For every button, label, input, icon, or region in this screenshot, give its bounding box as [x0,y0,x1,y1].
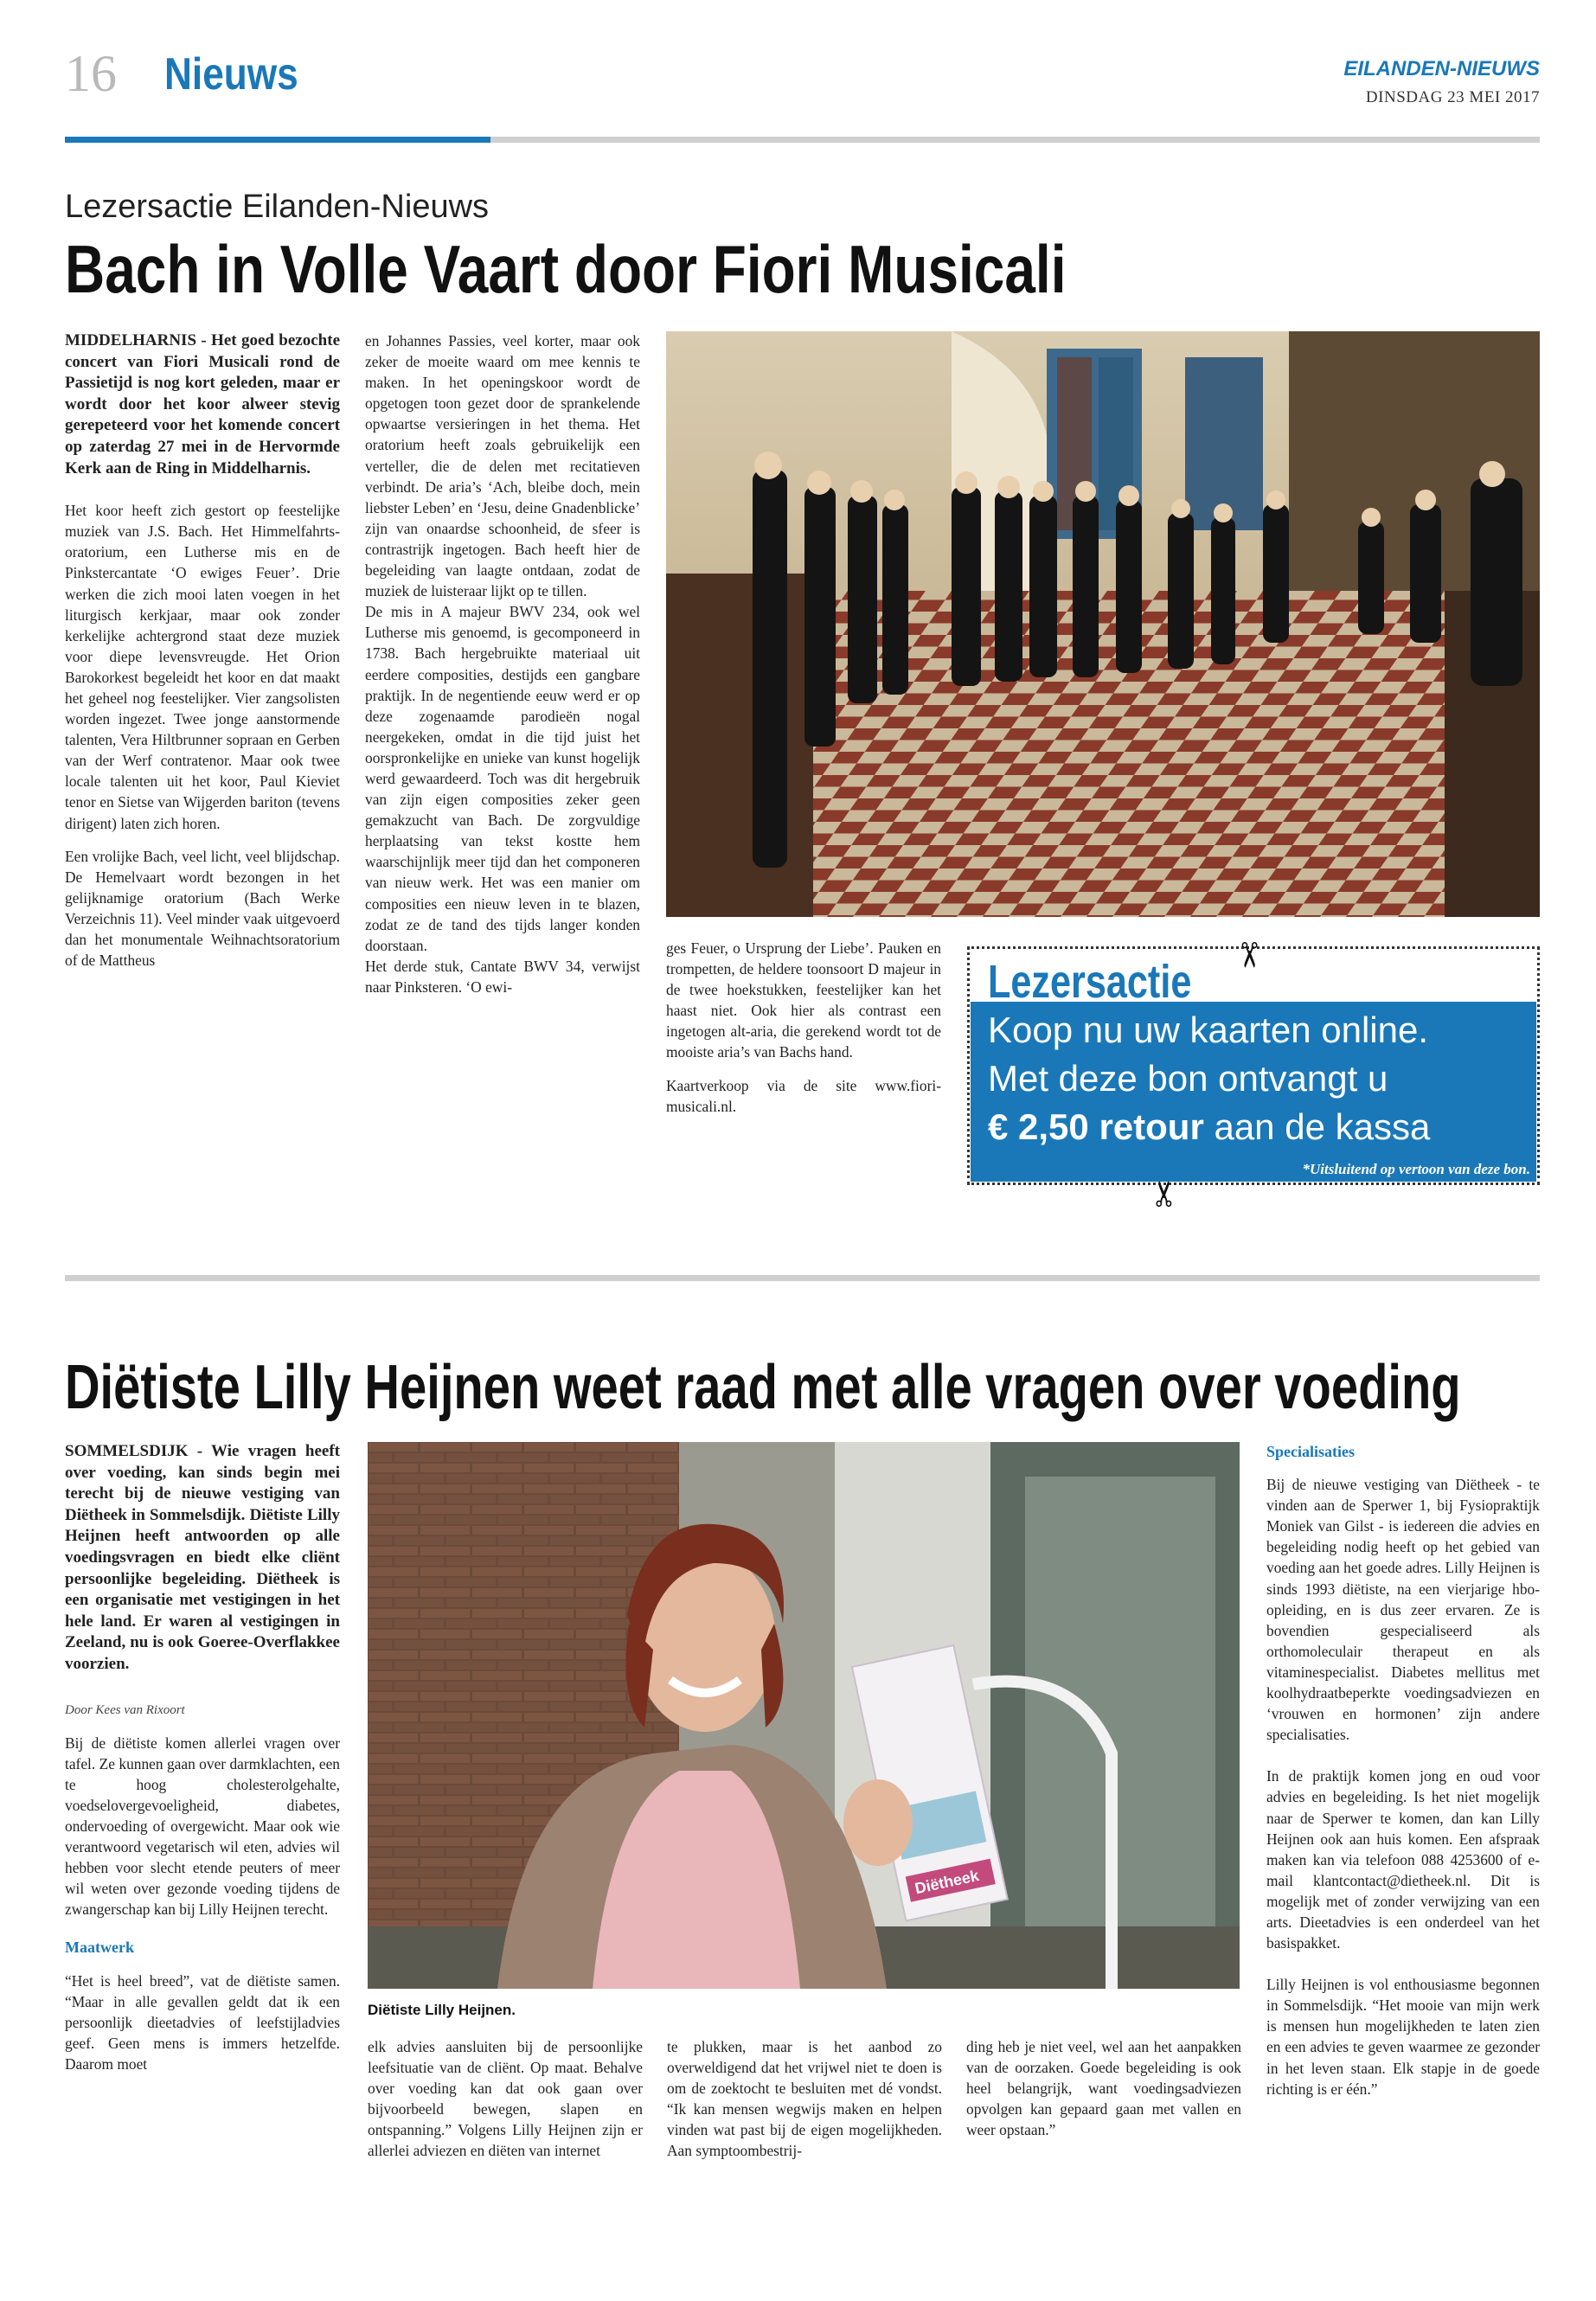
article2-subhead-maatwerk: Maatwerk [65,1939,134,1957]
scissors-icon: ✂ [1228,940,1268,970]
article2-paragraph: Lilly Heijnen is vol enthousiasme begonnen in Sommelsdijk. “Het mooie van mijn werk is mensen hun mogelijkheden te laten zien en een advies te geven waarmee ze gezonder in het leven staan. Elk stapje in de goede richting is er één.” [1266,1976,1540,2098]
article1-paragraph: De mis in A majeur BWV 234, ook wel Lutherse mis genoemd, is gecomponeerd in 1738. Bach hergebruikte materiaal uit eerdere composities, destijds een gangbare praktijk. In de negentiende eeuw werd er op deze zogenaamde parodieën nogal neergekeken, omdat in die tijd juist het oorspronkelijke en unieke van kunst hogelijk werd gewaardeerd. Toch was dit hergebruik van zijn eigen composities zeker geen gemakzucht van Bach. De zorgvuldige herplaatsing van tekst kostte hem waarschijnlijk meer tijd dan het componeren van nieuw werk. Het was een manier om composities een nieuw leven in te blazen, zodat ze de tand des tijds langer konden doorstaan. [365,603,640,954]
article1-paragraph: ges Feuer, o Ursprung der Liebe’. Pauken en trompetten, de heldere toonsoort D majeur in de twee hoekstukken, feestelijker kan het haast niet. Ook hier als contrast een ingetogen alt-aria, die gerekend wordt tot de mooiste aria’s van Bachs hand. [666,939,941,1061]
section-title: Nieuws [164,49,298,99]
photo-caption: Diëtiste Lilly Heijnen. [368,2002,516,2018]
section-divider [65,1275,1540,1281]
coupon-line-3 [988,1106,1431,1147]
article2-column-3 [667,2036,942,2162]
coupon-line-2: Met deze bon ontvangt u [988,1058,1388,1099]
article2-paragraph: ding heb je niet veel, wel aan het aanpakken van de oorzaken. Goede begeleiding is ook heel belangrijk, want voedingsadviezen opvolgen kan gepaard gaan met vallen en weer opstaan.” [966,2038,1241,2139]
article1-lead: MIDDELHARNIS - Het goed bezochte concert van Fiori Musicali rond de Passietijd is nog kort geleden, maar er wordt door het koor alweer stevig gerepeteerd voor het komende concert op zaterdag 27 mei in de Hervormde Kerk aan de Ring in Middelharnis. [65,331,340,478]
article2-lead: SOMMELSDIJK - Wie vragen heeft over voeding, kan sinds begin mei terecht bij de nieuwe vestiging van Diëtheek in Sommelsdijk. Diëtiste Lilly Heijnen heeft antwoorden op alle voedingsvragen en biedt elke cliënt persoonlijke begeleiding. Diëtheek is een organisatie met vestigingen in het hele land. Er waren al vestigingen in Zeeland, nu is ook Goeree-Overflakkee voorzien. [65,1442,340,1673]
choir-photo [666,331,1540,917]
article1-ticket-info: Kaartverkoop via de site www.fiori-musicali.nl. [666,1076,941,1115]
article2-subhead-specialisaties: Specialisaties [1266,1443,1355,1460]
article1-headline: Bach in Volle Vaart door Fiori Musicali [65,231,1067,307]
article1-paragraph: Het derde stuk, Cantate BWV 34, verwijst naar Pinksteren. ‘O ewi- [365,957,640,996]
scissors-icon: ✂ [1144,1179,1184,1208]
article2-paragraph: “Het is heel breed”, vat de diëtiste samen. “Maar in alle gevallen geldt dat ik een persoonlijk dieetadvies of leefstijladvies geef. Geen mens is immers hetzelfde. Daarom moet [65,1971,340,2073]
article2-headline: Diëtiste Lilly Heijnen weet raad met alle vragen over voeding [65,1353,1461,1422]
article2-paragraph: te plukken, maar is het aanbod zo overweldigend dat het vrijwel niet te doen is om de zoektocht te besluiten met dé vondst. “Ik kan mensen wegwijs maken en helpen vinden wat past bij de eigen mogelijkheden. Aan symptoombestrij- [667,2038,942,2160]
article2-paragraph: Bij de nieuwe vestiging van Diëtheek - te vinden aan de Sperwer 1, bij Fysiopraktijk Moniek van Gilst - is iedereen die advies en begeleiding nodig heeft op het gebied van voeding aan het goede adres. Lilly Heijnen is sinds 1993 diëtiste, na een vierjarige hbo-opleiding, en is dus zeer ervaren. Ze is bovendien gespecialiseerd als orthomoleculair therapeut en als vitaminespecialist. Diabetes mellitus met koolhydraatbeperkte voedingsadviezen en ‘vrouwen en hormonen’ zijn andere specialisaties. [1266,1476,1540,1744]
issue-date: DINSDAG 23 MEI 2017 [1365,88,1540,106]
coupon-title: Lezersactie [988,956,1192,1008]
article1-column-1 [65,330,340,983]
article1-paragraph: Een vrolijke Bach, veel licht, veel blijdschap. De Hemelvaart wordt bezongen in het gelijknamige oratorium (Bach Werke Verzeichnis 11). Veel minder vaak uitgevoerd dan het monumentale Weihnachtsoratorium of de Mattheus [65,847,340,970]
brochure-label: Diëtheek [913,1867,981,1898]
portrait-photo-image [368,1442,1240,1989]
coupon-line-1: Koop nu uw kaarten online. [988,1009,1429,1050]
coupon-discount: € 2,50 retour [988,1106,1204,1147]
article2-column-4 [966,2036,1241,2140]
coupon-note: *Uitsluitend op vertoon van deze bon. [1302,1161,1530,1177]
coupon-discount-rest: aan de kassa [1203,1106,1431,1147]
article2-column-5 [1266,1441,1540,2112]
article1-paragraph: en Johannes Passies, veel korter, maar ook zeker de moeite waard om mee kennis te maken. In het openingskoor wordt de opgetogen toon gezet door de sprankelende opwaartse versieringen in het thema. Het oratorium heeft zoals gebruikelijk een verteller, die de delen met recitatieven verbindt. De aria’s ‘Ach, bleibe doch, mein liebster Leben’ en ‘Jesu, deine Gnadenblicke’ zijn van onaardse schoonheid, de sfeer is contrastrijk ingetogen. Bach heeft hier de begeleiding van laagte ontdaan, zodat de muziek de luisteraar lijkt op te tillen. [365,332,640,600]
article1-kicker: Lezersactie Eilanden-Nieuws [65,189,490,225]
article1-column-3 [666,938,941,1129]
article2-column-1 [65,1441,340,2074]
portrait-photo [368,1442,1240,1989]
article2-paragraph: Bij de diëtiste komen allerlei vragen over tafel. Ze kunnen gaan over darmklachten, een te hoog cholesterolgehalte, voedselovergevoeligheid, diabetes, ondervoeding of overgewicht. Maar ook wie verantwoord vegetarisch wil eten, advies wil hebben voor slecht etende peuters of meer wil weten over gezonde voeding tijdens de zwangerschap kan bij Lilly Heijnen terecht. [65,1734,340,1919]
header-rule-accent [65,137,490,143]
article1-paragraph: Het koor heeft zich gestort op feestelijke muziek van J.S. Bach. Het Himmelfahrts-oratorium, een Lutherse mis en de Pinkstercantate ‘O ewiges Feuer’. Drie werken die zich mooi laten voegen in het liturgisch kerkjaar, maar ook zonder kerkelijke achtergrond staat deze muziek voor diepe levensvreugde. Het Orion Barokorkest begeleidt het koor en dat maakt het geheel nog feestelijker. Vier zangsolisten worden ingezet. Twee jonge aanstormende talenten, Vera Hiltbrunner sopraan en Gerben van der Werf contratenor. Maar ook twee locale talenten uit het koor, Paul Kieviet tenor en Sietse van Wijgerden bariton (tevens dirigent) laten zich horen. [65,502,340,832]
header-rule [490,137,1540,143]
newspaper-logo: EILANDEN-NIEUWS [1343,57,1540,80]
article2-column-2 [368,2036,643,2162]
article2-byline: Door Kees van Rixoort [65,1702,185,1717]
page-number: 16 [65,45,117,102]
article2-paragraph: elk advies aansluiten bij de persoonlijke leefsituatie van de cliënt. Op maat. Behalve over voeding kan dat ook gaan over bijvoorbeeld bewegen, slapen en ontspanning.” Volgens Lilly Heijnen zijn er allerlei adviezen en diëten van internet [368,2038,643,2160]
choir-photo-image [666,331,1540,917]
article2-paragraph: In de praktijk komen jong en oud voor advies en begeleiding. Is het niet mogelijk naar de Sperwer te komen, dan kan Lilly Heijnen ook aan huis komen. Een afspraak maken kan via telefoon 088 4253600 of e-mail klantcontact@dietheek.nl. Dit is mogelijk met of zonder verwijzing van een arts. Dieetadvies is een onderdeel van het basispakket. [1266,1767,1540,1952]
article1-column-2 [365,330,640,997]
